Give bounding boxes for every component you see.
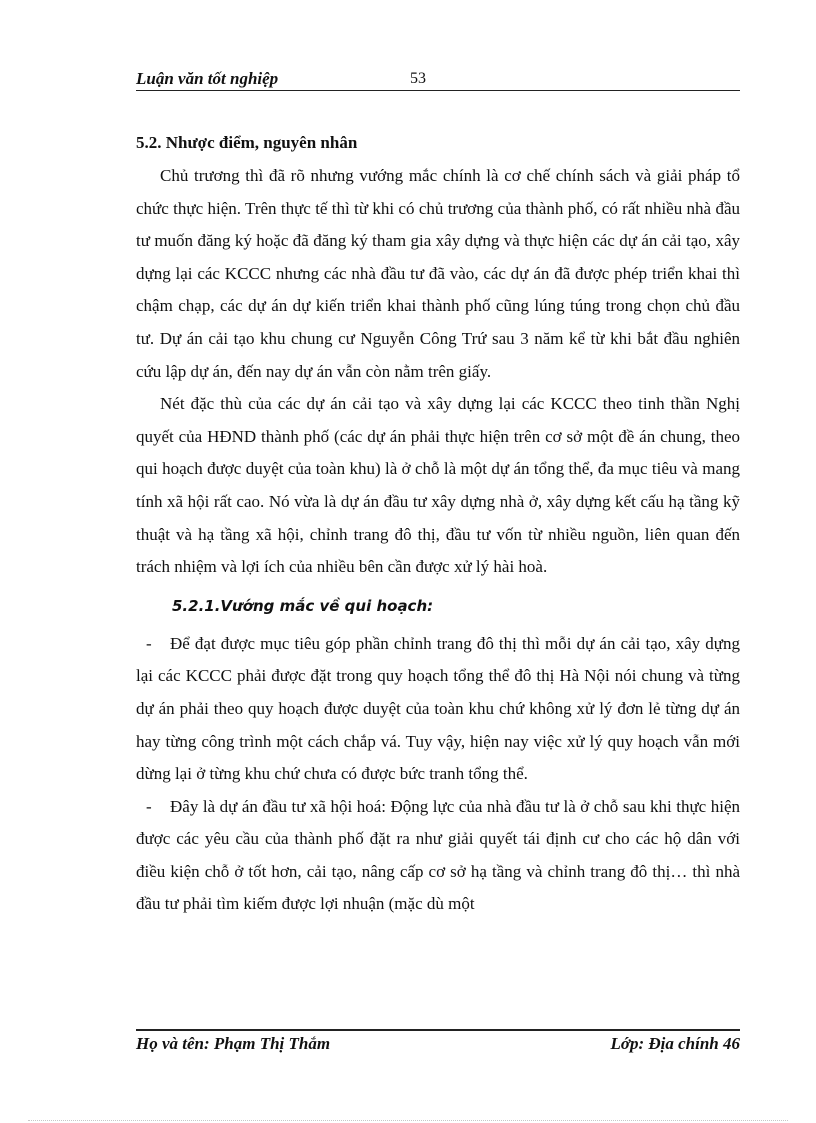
bullet-marker: - [146,633,152,653]
footer-divider [136,1029,740,1031]
bullet-text: Đây là dự án đầu tư xã hội hoá: Động lực của nhà đầu tư là ở chỗ sau khi thực hiện được các yêu cầu của thành phố đặt ra như giải quyết tái định cư cho các hộ dân với điều kiện chỗ ở tốt hơn, cải tạo, nâng cấp cơ sở hạ tầng và chỉnh trang đô thị… thì nhà đầu tư phải tìm kiếm được lợi nhuận (mặc dù một [136,796,740,914]
bullet-item [136,791,740,921]
section-heading: 5.2. Nhược điểm, nguyên nhân [136,133,358,152]
subsection-heading: 5.2.1.Vướng mắc về qui hoạch: [172,596,434,615]
page-edge-divider [28,1120,788,1121]
page-number: 53 [410,70,426,87]
footer-author: Họ và tên: Phạm Thị Thắm [136,1034,331,1053]
paragraph: Nét đặc thù của các dự án cải tạo và xây dựng lại các KCCC theo tinh thần Nghị quyết của HĐND thành phố (các dự án phải thực hiện trên cơ sở một đề án chung, theo qui hoạch được duyệt của toàn khu) là ở chỗ là một dự án tổng thể, đa mục tiêu và mang tính xã hội rất cao. Nó vừa là dự án đầu tư xây dựng nhà ở, xây dựng kết cấu hạ tầng kỹ thuật và hạ tầng xã hội, chỉnh trang đô thị, đầu tư vốn từ nhiều nguồn, liên quan đến trách nhiệm và lợi ích của nhiều bên cần được xử lý hài hoà. [136,394,740,577]
footer-class: Lớp: Địa chính 46 [610,1034,740,1053]
paragraph: Chủ trương thì đã rõ nhưng vướng mắc chính là cơ chế chính sách và giải pháp tổ chức thực hiện. Trên thực tế thì từ khi có chủ trương của thành phố, có rất nhiều nhà đầu tư muốn đăng ký hoặc đã đăng ký tham gia xây dựng và thực hiện các dự án cải tạo, xây dựng lại các KCCC nhưng các nhà đầu tư đã vào, các dự án đã được phép triển khai thì chậm chạp, các dự án dự kiến triển khai thành phố cũng lúng túng trong chọn chủ đầu tư. Dự án cải tạo khu chung cư Nguyễn Công Trứ sau 3 năm kể từ khi bắt đầu nghiên cứu lập dự án, đến nay dự án vẫn còn nằm trên giấy. [136,166,740,381]
page-content [136,132,740,921]
header-title: Luận văn tốt nghiệp [136,69,279,88]
bullet-marker: - [146,796,152,816]
page-header [136,68,740,91]
bullet-text: Để đạt được mục tiêu góp phần chỉnh trang đô thị thì mỗi dự án cải tạo, xây dựng lại các KCCC phải được đặt trong quy hoạch tổng thể đô thị Hà Nội nói chung và từng dự án phải theo quy hoạch được duyệt của toàn khu chứ không xử lý đơn lẻ từng dự án hay từng công trình một cách chắp vá. Tuy vậy, hiện nay việc xử lý quy hoạch vẫn mới dừng lại ở từng khu chứ chưa có được bức tranh tổng thể. [136,633,740,784]
bullet-item [136,628,740,791]
